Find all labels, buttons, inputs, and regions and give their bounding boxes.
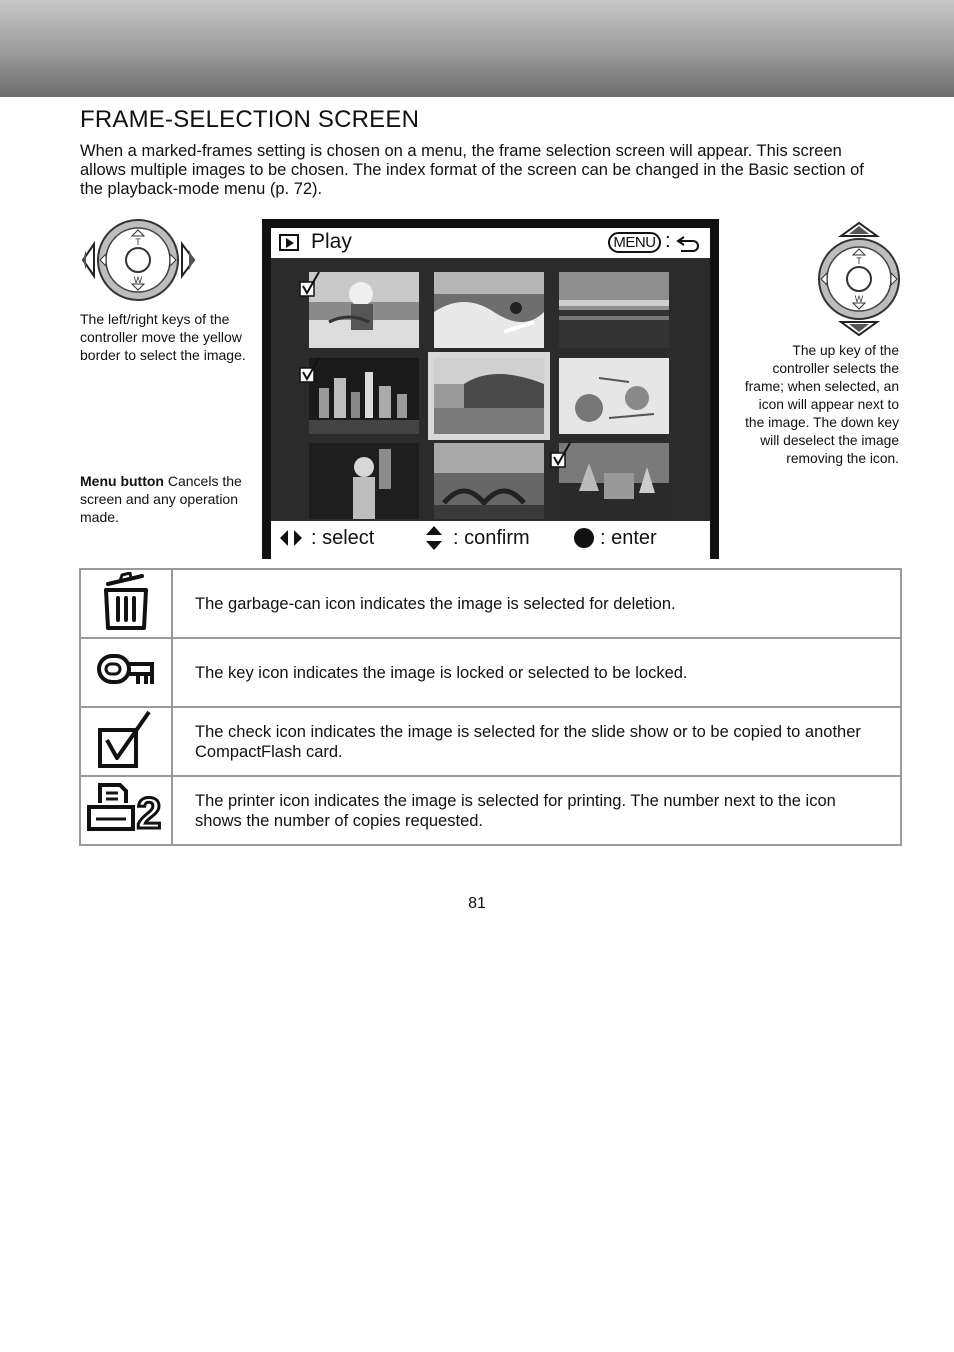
mode-label: Play xyxy=(311,230,352,253)
menu-button-icon: MENU xyxy=(608,232,661,253)
table-row xyxy=(80,776,901,845)
screen-footer xyxy=(271,521,710,559)
controller-left-right-diagram xyxy=(80,218,198,304)
table-row xyxy=(80,569,901,638)
tele-label: T xyxy=(856,256,862,266)
icon-legend-table xyxy=(79,568,902,846)
check-icon xyxy=(550,441,572,471)
copies-count: 2 xyxy=(136,789,162,835)
key-icon xyxy=(96,650,156,690)
table-row xyxy=(80,638,901,707)
printer-icon xyxy=(86,781,166,835)
menu-button-description: Cancels the screen and any operation made. xyxy=(80,473,242,525)
menu-button-term: Menu button xyxy=(80,473,164,489)
thumbnail-child-beach[interactable] xyxy=(309,272,419,348)
left-right-caption: The left/right keys of the controller move the yellow border to select the image. xyxy=(80,311,246,363)
menu-button-caption xyxy=(80,472,250,526)
check-icon xyxy=(299,270,321,300)
frame-selection-screen xyxy=(271,228,710,550)
select-hint: : select xyxy=(311,527,375,549)
thumbnail-seascape[interactable] xyxy=(559,272,669,348)
wide-label: W xyxy=(854,294,864,304)
page-number: 81 xyxy=(468,895,486,912)
icon-cell xyxy=(80,707,172,776)
key-description: The key icon indicates the image is locked or selected to be locked. xyxy=(172,638,901,707)
thumbnail-flowers[interactable] xyxy=(559,358,669,434)
enter-hint: : enter xyxy=(600,527,657,549)
up-down-caption: The up key of the controller selects the frame; when selected, an icon will appear next to the image. The down key will deselect the image removing the icon. xyxy=(744,343,899,466)
menu-colon: : xyxy=(665,230,671,252)
check-description: The check icon indicates the image is selected for the slide show or to be copied to another CompactFlash card. xyxy=(172,707,901,776)
header-band xyxy=(0,0,954,97)
icon-cell xyxy=(80,638,172,707)
up-down-arrows-icon xyxy=(425,525,443,551)
printer-description: The printer icon indicates the image is selected for printing. The number next to the icon shows the number of copies requested. xyxy=(172,776,901,845)
intro-paragraph: When a marked-frames setting is chosen on a menu, the frame selection screen will appear. This screen allows multiple images to be chosen. The index format of the screen can be changed in the Basic section of the playback-mode menu (p. 72). xyxy=(80,142,864,198)
check-icon xyxy=(299,356,321,386)
thumbnail-surfer[interactable] xyxy=(434,272,544,348)
page-title: FRAME-SELECTION SCREEN xyxy=(80,106,420,133)
play-mode-icon xyxy=(279,234,299,251)
thumbnail-woman-night[interactable] xyxy=(309,443,419,519)
tele-label: T xyxy=(135,237,141,247)
controller-up-down-diagram xyxy=(812,220,906,338)
check-icon xyxy=(97,708,155,770)
garbage-can-description: The garbage-can icon indicates the image is selected for deletion. xyxy=(172,569,901,638)
thumbnail-bridge[interactable] xyxy=(434,443,544,519)
wide-label: W xyxy=(133,275,143,285)
thumbnail-castle[interactable] xyxy=(559,443,669,519)
return-arrow-icon xyxy=(675,233,701,253)
icon-cell xyxy=(80,569,172,638)
left-right-arrows-icon xyxy=(279,529,303,547)
thumbnail-city-night[interactable] xyxy=(309,358,419,434)
confirm-hint: : confirm xyxy=(453,527,530,549)
camera-lcd-screen xyxy=(262,219,719,559)
screen-header xyxy=(271,228,710,258)
icon-cell xyxy=(80,776,172,845)
thumbnail-coastline-selected[interactable] xyxy=(434,358,544,434)
center-button-icon xyxy=(573,527,595,549)
garbage-can-icon xyxy=(98,572,154,630)
table-row xyxy=(80,707,901,776)
